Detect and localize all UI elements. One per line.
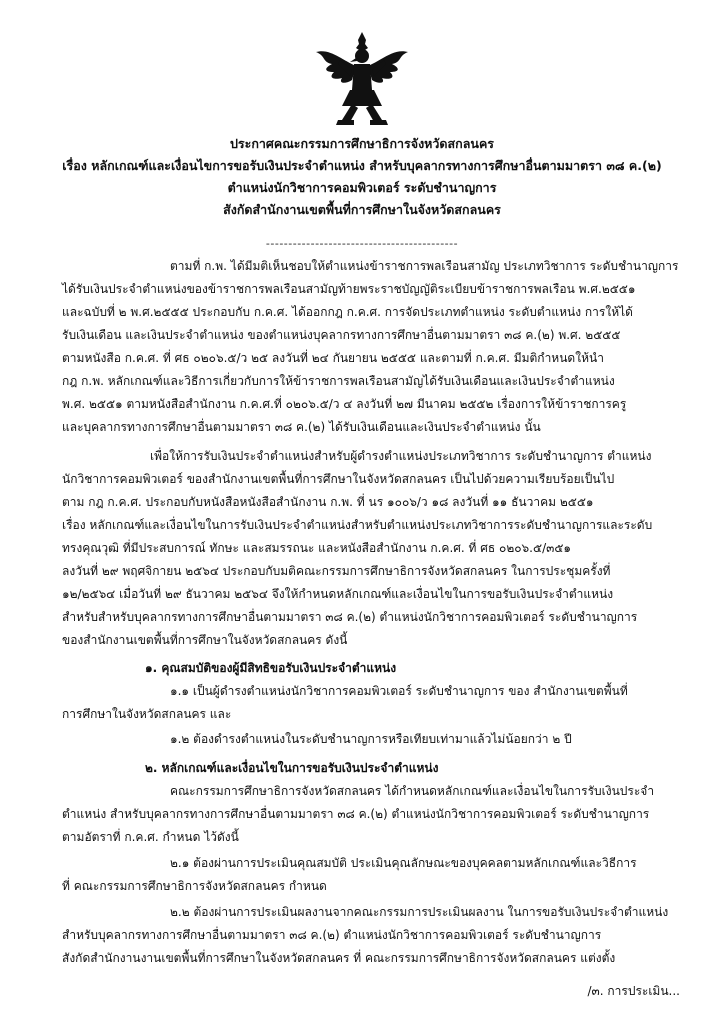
item-2-1-line: ที่ คณะกรรมการศึกษาธิการจังหวัดสกลนคร กำหนด [62, 879, 327, 893]
position-line: ตำแหน่งนักวิชาการคอมพิวเตอร์ ระดับชำนาญการ [227, 180, 497, 195]
item-1-1-line: การศึกษาในจังหวัดสกลนคร และ [62, 707, 232, 721]
item-2-1-line: ๒.๑ ต้องผ่านการประเมินคุณสมบัติ ประเมินคุณลักษณะของบุคคลตามหลักเกณฑ์และวิธีการ [170, 856, 637, 870]
paragraph-line: ๑๒/๒๕๖๔ เมื่อวันที่ ๒๙ ธันวาคม ๒๕๖๔ จึงให้กำหนดหลักเกณฑ์และเงื่อนไขในการขอรับเงินประจำตำแหน่ง [62, 587, 614, 601]
paragraph-line: กฎ ก.พ. หลักเกณฑ์และวิธีการเกี่ยวกับการให้ข้าราชการพลเรือนสามัญได้รับเงินเดือนและเงินประจำตำแหน่ง [62, 374, 615, 388]
subject-line: เรื่อง หลักเกณฑ์และเงื่อนไขการขอรับเงินประจำตำแหน่ง สำหรับบุคลากรทางการศึกษาอื่นตามมาตรา ๓๘ ค.(๒) [62, 158, 662, 173]
paragraph-line: ตามที่ ก.พ. ได้มีมติเห็นชอบให้ตำแหน่งข้าราชการพลเรือนสามัญ ประเภทวิชาการ ระดับชำนาญการ [170, 259, 679, 273]
continuation-note: /๓. การประเมิน... [587, 984, 680, 998]
item-2-2-line: ๒.๒ ต้องผ่านการประเมินผลงานจากคณะกรรมการประเมินผลงาน ในการขอรับเงินประจำตำแหน่ง [170, 905, 669, 919]
paragraph-line: รับเงินเดือน และเงินประจำตำแหน่ง ของตำแหน่งบุคลากรทางการศึกษาอื่นตามมาตรา ๓๘ ค.(๒) พ.ศ. ๒๕๕๕ [62, 328, 621, 342]
paragraph-line: ของสำนักงานเขตพื้นที่การศึกษาในจังหวัดสกลนคร ดังนี้ [62, 633, 348, 647]
paragraph-line: สำหรับสำหรับบุคลากรทางการศึกษาอื่นตามมาตรา ๓๘ ค.(๒) ตำแหน่งนักวิชาการคอมพิวเตอร์ ระดับชำนาญการ [62, 610, 638, 624]
paragraph-line: นักวิชาการคอมพิวเตอร์ ของสำนักงานเขตพื้นที่การศึกษาในจังหวัดสกลนคร เป็นไปด้วยความเรียบร้อยเป็นไป [62, 472, 615, 486]
item-1-1-line: ๑.๑ เป็นผู้ดำรงตำแหน่งนักวิชาการคอมพิวเตอร์ ระดับชำนาญการ ของ สำนักงานเขตพื้นที่ [170, 684, 628, 698]
paragraph-line: ตาม กฎ ก.ค.ศ. ประกอบกับหนังสือหนังสือสำนักงาน ก.พ. ที่ นร ๑๐๐๖/ว ๑๘ ลงวันที่ ๑๑ ธันวาคม ๒๕๕๑ [62, 495, 594, 509]
paragraph-line: เรื่อง หลักเกณฑ์และเงื่อนไขในการรับเงินประจำตำแหน่งสำหรับตำแหน่งประเภทวิชาการระดับชำนาญการและระดับ [62, 518, 653, 532]
paragraph-line: ทรงคุณวุฒิ ที่มีประสบการณ์ ทักษะ และสมรรถนะ และหนังสือสำนักงาน ก.ค.ศ. ที่ ศธ ๐๒๐๖.๕/๓๕๑ [62, 541, 572, 555]
paragraph-line: และบุคลากรทางการศึกษาอื่นตามมาตรา ๓๘ ค.(๒) ได้รับเงินเดือนและเงินประจำตำแหน่ง นั้น [62, 420, 541, 434]
section-2-intro-line: คณะกรรมการศึกษาธิการจังหวัดสกลนคร ได้กำหนดหลักเกณฑ์และเงื่อนไขในการรับเงินประจำ [170, 784, 655, 798]
paragraph-line: ลงวันที่ ๒๙ พฤศจิกายน ๒๕๖๔ ประกอบกับมติคณะกรรมการศึกษาธิการจังหวัดสกลนคร ในการประชุมครั้งที่ [62, 564, 611, 578]
section-2-heading: ๒. หลักเกณฑ์และเงื่อนไขในการขอรับเงินประจำตำแหน่ง [145, 761, 439, 775]
section-2-intro-line: ตำแหน่ง สำหรับบุคลากรทางการศึกษาอื่นตามมาตรา ๓๘ ค.(๒) ตำแหน่งนักวิชาการคอมพิวเตอร์ ระดับชำนาญการ [62, 807, 650, 821]
item-2-2-line: สำหรับบุคลากรทางการศึกษาอื่นตามมาตรา ๓๘ ค.(๒) ตำแหน่งนักวิชาการคอมพิวเตอร์ ระดับชำนาญการ [62, 928, 602, 942]
item-2-2-line: สังกัดสำนักงานงานเขตพื้นที่การศึกษาในจังหวัดสกลนคร ที่ คณะกรรมการศึกษาธิการจังหวัดสกลนคร แต่งตั้ง [62, 951, 616, 965]
garuda-emblem-icon [312, 30, 412, 126]
section-2-intro-line: ตามอัตราที่ ก.ค.ศ. กำหนด ไว้ดังนี้ [62, 830, 239, 844]
item-1-2-line: ๑.๒ ต้องดำรงตำแหน่งในระดับชำนาญการหรือเทียบเท่ามาแล้วไม่น้อยกว่า ๒ ปี [170, 732, 572, 746]
separator-line: ------------------------------------------- [265, 237, 459, 250]
announcement-title: ประกาศคณะกรรมการศึกษาธิการจังหวัดสกลนคร [229, 136, 495, 151]
paragraph-line: ตามหนังสือ ก.ค.ศ. ที่ ศธ ๐๒๐๖.๕/ว ๒๕ ลงวันที่ ๒๔ กันยายน ๒๕๕๕ และตามที่ ก.ค.ศ. มีมติกำหนดให้นำ [62, 351, 604, 365]
paragraph-line: ได้รับเงินประจำตำแหน่งของข้าราชการพลเรือนสามัญท้ายพระราชบัญญัติระเบียบข้าราชการพลเรือน พ.ศ.๒๕๕๑ [62, 282, 636, 296]
section-1-heading: ๑. คุณสมบัติของผู้มีสิทธิขอรับเงินประจำตำแหน่ง [145, 661, 397, 675]
affiliation-line: สังกัดสำนักงานเขตพื้นที่การศึกษาในจังหวัดสกลนคร [223, 202, 501, 217]
paragraph-line: พ.ศ. ๒๕๕๑ ตามหนังสือสำนักงาน ก.ค.ศ.ที่ ๐๒๐๖.๕/ว ๔ ลงวันที่ ๒๗ มีนาคม ๒๕๕๒ เรื่องการให้ข้าราชการครู [62, 397, 627, 411]
paragraph-line: เพื่อให้การรับเงินประจำตำแหน่งสำหรับผู้ดำรงตำแหน่งประเภทวิชาการ ระดับชำนาญการ ตำแหน่ง [150, 449, 652, 463]
paragraph-line: และฉบับที่ ๒ พ.ศ.๒๕๕๕ ประกอบกับ ก.ค.ศ. ได้ออกกฎ ก.ค.ศ. การจัดประเภทตำแหน่ง ระดับตำแหน่ง การให้ได้ [62, 305, 633, 319]
